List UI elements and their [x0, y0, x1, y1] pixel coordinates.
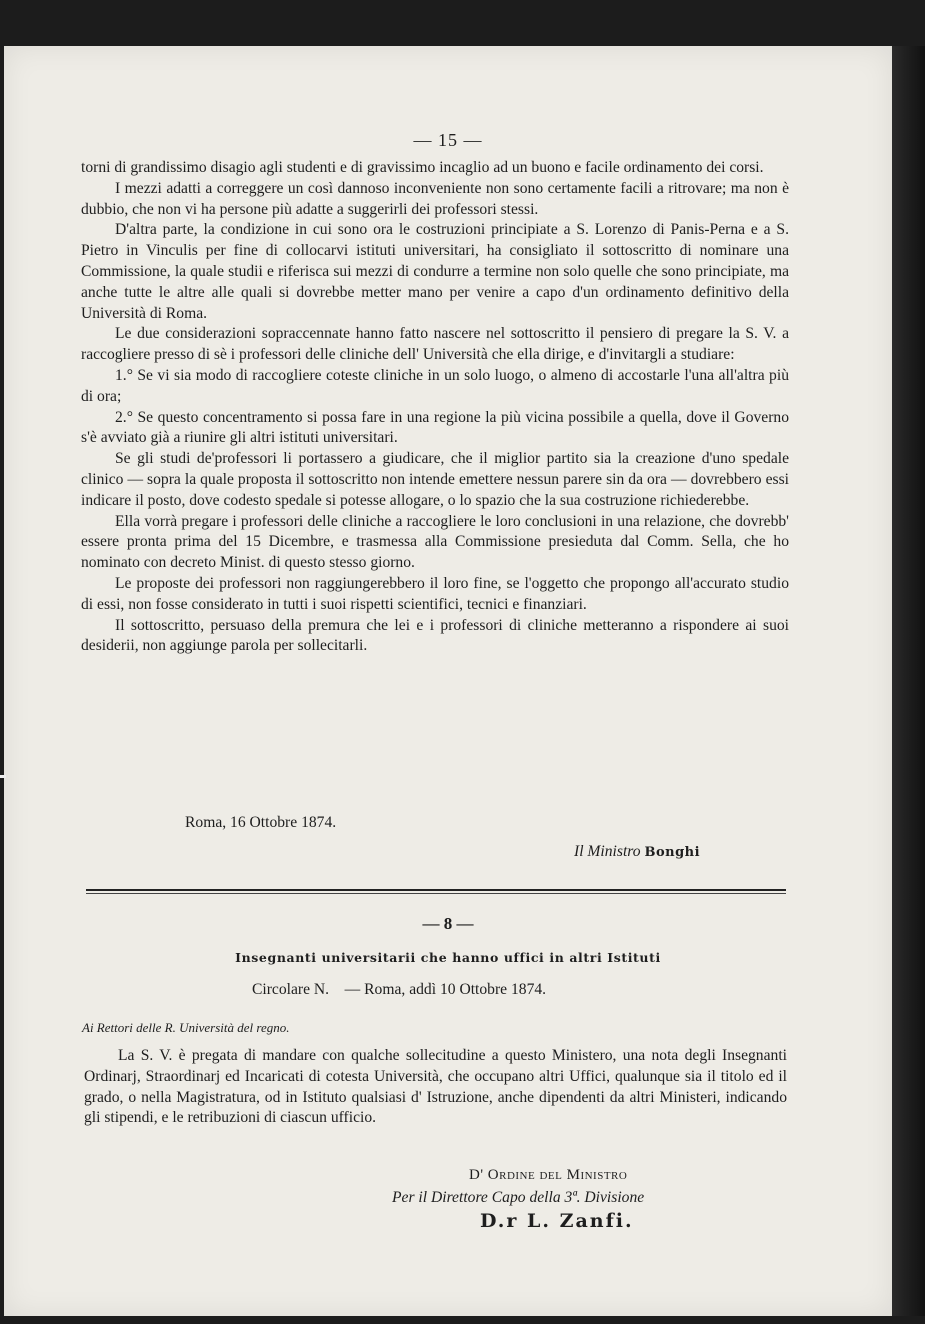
page-edge-shadow — [892, 46, 925, 1316]
letter-date: Roma, 16 Ottobre 1874. — [185, 814, 337, 831]
letter-body — [81, 158, 789, 657]
paragraph: Il sottoscritto, persuaso della premura che lei e i professori di cliniche metteranno a rispondere ai suoi desiderii, non aggiunge parola per sollecitarli. — [81, 616, 789, 655]
paragraph: D'altra parte, la condizione in cui sono ora le costruzioni principiate a S. Lorenzo di Panis-Perna e a S. Pietro in Vinculis per fine di collocarvi istituti universitari, ha consigliato il sottoscritto di nominare una Commissione, la quale studii e riferisca sui mezzi di condurre a termine non solo quelle che sono principiate, ma anche tutte le altre alle quali si dovrebbe metter mano per venire a capo d'un ordinamento definitivo della Università di Roma. — [81, 221, 789, 322]
section-heading: Insegnanti universitarii che hanno uffici in altri Istituti — [235, 950, 661, 965]
minister-role: Il Ministro — [574, 843, 641, 860]
page-number: — 15 — — [413, 130, 483, 150]
order-line — [469, 1167, 627, 1184]
director-line: Per il Direttore Capo della 3ª. Divisione — [392, 1189, 645, 1206]
margin-marker — [0, 775, 6, 778]
list-item: 2.° Se questo concentramento si possa fare in una regione la più vicina possibile a quella, dove il Governo s'è avviato già a riunire gli altri istituti universitari. — [81, 408, 789, 447]
minister-signature — [574, 843, 700, 861]
circular-body — [84, 1046, 787, 1129]
minister-name: Bonghi — [644, 845, 701, 860]
paragraph: I mezzi adatti a correggere un così dannoso inconveniente non sono certamente facili a ritrovare; ma non è dubbio, che non vi ha persone più adatte a suggerirli dei professori stessi. — [81, 179, 789, 218]
paragraph: Le proposte dei professori non raggiungerebbero il loro fine, se l'oggetto che propongo all'accurato studio di essi, non fosse considerato in tutti i suoi rispetti scientifici, tecnici e finanziari. — [81, 574, 789, 613]
addressee: Ai Rettori delle R. Università del regno. — [82, 1020, 290, 1035]
paragraph: Se gli studi de'professori li portassero a giudicare, che il miglior partito sia la creazione d'uno spedale clinico — sopra la quale proposta il sottoscritto non intende emettere nessun parere sin da ora — dovrebbero essi indicare il posto, dove codesto spedale si potesse allogare, o lo spazio che la sua costruzione richiederebbe. — [81, 450, 789, 509]
paragraph: torni di grandissimo disagio agli studenti e di gravissimo incaglio ad un buono e facile ordinamento dei corsi. — [81, 159, 764, 176]
section-divider — [86, 889, 786, 891]
paragraph: La S. V. è pregata di mandare con qualche sollecitudine a questo Ministero, una nota degli Insegnanti Ordinarj, Straordinarj ed Incaricati di cotesta Università, che occupano altri Uffici, qualunque sia il titolo ed il grado, o nella Magistratura, od in Istituto qualsiasi d' Istruzione, anche dipendenti da altri Ministeri, indicando gli stipendi, e le retribuzioni di ciascun ufficio. — [84, 1047, 787, 1127]
circular-line: Circolare N. — Roma, addì 10 Ottobre 1874. — [252, 981, 547, 998]
order-text: D' Ordine del Ministro — [469, 1167, 628, 1183]
section-number: — 8 — — [422, 914, 474, 933]
director-signature: D.r L. Zanfi. — [480, 1210, 634, 1232]
section-divider-thin — [86, 893, 786, 894]
list-item: 1.° Se vi sia modo di raccogliere coteste cliniche in un solo luogo, o almeno di accostarle l'una all'altra più di ora; — [81, 366, 789, 405]
paragraph: Ella vorrà pregare i professori delle cliniche a raccogliere le loro conclusioni in una relazione, che dovrebb' essere pronta prima del 15 Dicembre, e trasmessa alla Commissione presieduta dal Comm. Sella, che ho nominato con decreto Minist. di questo stesso giorno. — [81, 512, 789, 572]
document-page — [4, 46, 892, 1316]
paragraph: Le due considerazioni sopraccennate hanno fatto nascere nel sottoscritto il pensiero di pregare la S. V. a raccogliere presso di sè i professori delle cliniche dell' Università che ella dirige, e d'invitargli a studiare: — [81, 325, 789, 364]
